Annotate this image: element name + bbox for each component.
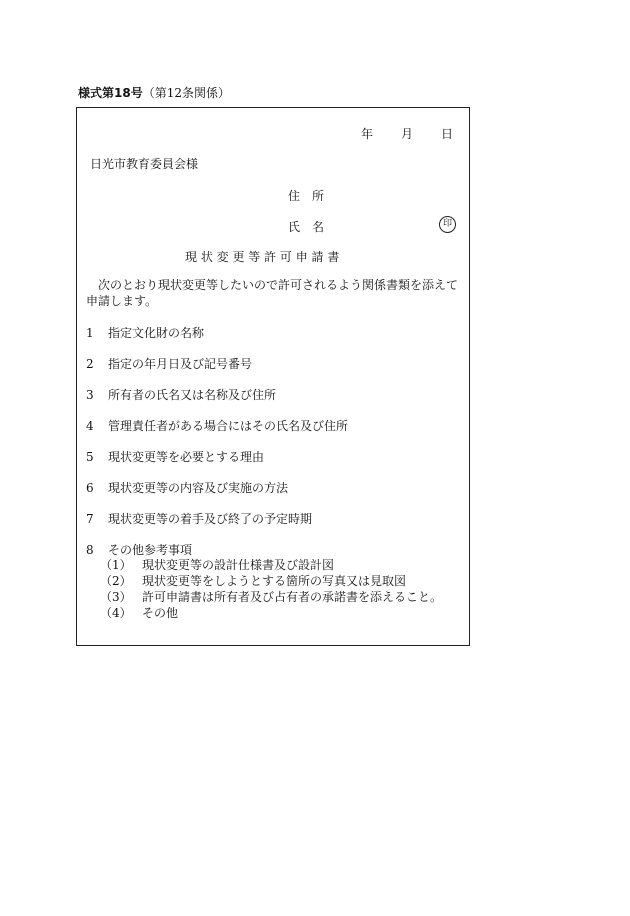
- application-form: [76, 107, 470, 646]
- name-label: 氏 名: [288, 220, 325, 234]
- form-number-relation: （第12条関係）: [142, 86, 230, 100]
- list-item: [86, 448, 264, 465]
- item-number: 3: [86, 388, 94, 402]
- form-number-main: 様式第18号: [78, 86, 143, 100]
- item-text: 指定文化財の名称: [108, 326, 205, 340]
- item-number: 8: [86, 543, 94, 557]
- list-item: [86, 479, 288, 496]
- list-item: [86, 510, 312, 527]
- date-year: 年: [360, 127, 373, 141]
- body-text: 次のとおり現状変更等したいので許可されるよう関係書類を添えて申請します。: [86, 278, 459, 308]
- sub-item-number: （4）: [100, 606, 132, 620]
- list-item: [86, 386, 276, 403]
- item-text: 所有者の氏名又は名称及び住所: [108, 388, 277, 402]
- item-text: 現状変更等を必要とする理由: [108, 450, 265, 464]
- address-label: 住 所: [288, 189, 325, 203]
- item-text: その他参考事項: [108, 543, 193, 557]
- item-text: 指定の年月日及び記号番号: [108, 357, 253, 371]
- list-item: [86, 324, 204, 341]
- item-number: 7: [86, 512, 94, 526]
- sub-item-number: （1）: [100, 558, 132, 572]
- date-line: [361, 125, 453, 142]
- sub-item-text: 現状変更等の設計仕様書及び設計図: [142, 558, 335, 572]
- item-number: 2: [86, 357, 94, 371]
- item-number: 4: [86, 419, 94, 433]
- sub-item-number: （2）: [100, 574, 132, 588]
- date-month: 月: [400, 127, 413, 141]
- sub-item: [100, 556, 334, 573]
- sub-item: [100, 604, 178, 621]
- item-text: 管理責任者がある場合にはその氏名及び住所: [108, 419, 349, 433]
- list-item: [86, 417, 348, 434]
- addressee: 日光市教育委員会様: [90, 157, 199, 171]
- sub-item-text: 現状変更等をしようとする箇所の写真又は見取図: [142, 574, 407, 588]
- sub-item-text: 許可申請書は所有者及び占有者の承諾書を添えること。: [142, 590, 443, 604]
- item-number: 1: [86, 326, 94, 340]
- item-number: 5: [86, 450, 94, 464]
- date-day: 日: [440, 127, 453, 141]
- form-number: [78, 84, 230, 101]
- form-title: 現 状 変 更 等 許 可 申 請 書: [185, 250, 340, 264]
- seal-mark: 印: [439, 216, 456, 233]
- sub-item-text: その他: [142, 606, 179, 620]
- sub-item: [100, 572, 406, 589]
- item-text: 現状変更等の内容及び実施の方法: [108, 481, 289, 495]
- sub-item: [100, 588, 442, 605]
- item-number: 6: [86, 481, 94, 495]
- item-text: 現状変更等の着手及び終了の予定時期: [108, 512, 313, 526]
- list-item: [86, 355, 252, 372]
- sub-item-number: （3）: [100, 590, 132, 604]
